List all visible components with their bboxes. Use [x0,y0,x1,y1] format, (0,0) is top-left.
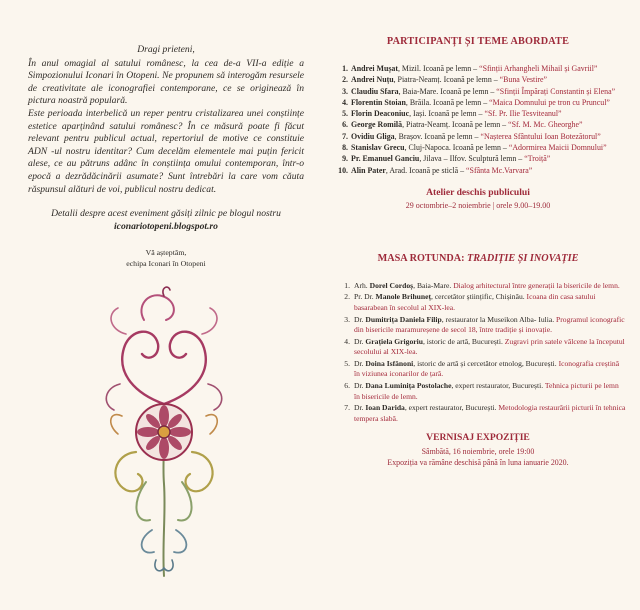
masa-list [330,281,626,425]
participant-item: 7. Ovidiu Gliga, Brașov. Icoană pe lemn – “Nașterea Sfântului Ioan Botezătorul” [342,131,601,141]
participant-item: 6. George Romilă, Piatra-Neamț. Icoană pe lemn – “Sf. M. Mc. Gheorghe” [342,120,583,130]
intro-text [28,44,304,196]
participant-item: 1. Andrei Mușat, Mizil. Icoană pe lemn – “Sfinții Arhangheli Mihail și Gavriil” [342,64,598,73]
participant-item: 9. Pr. Emanuel Ganciu, Jilava – Ilfov. Sculptură lemn – “Troiță” [342,154,551,164]
masa-item: 1. Arh. Dorel Cordoș, Baia-Mare. Dialog arhitectural între generații la bisericile de lemn. [344,280,620,290]
participant-item: 3. Claudiu Sfara, Baia-Mare. Icoană pe lemn – “Sfinții Împărați Constantin și Elena” [342,86,616,96]
masa-item: 3. Dr. Dumitrița Daniela Filip, restaurator la Museikon Alba- Iulia. Programul iconografic din bisericile maramureșene de secol 18, între tradiție și inovație. [344,314,625,335]
vernisaj-title: VERNISAJ EXPOZIȚIE [426,432,530,444]
sign-line-2: echipa Iconari în Otopeni [126,259,206,269]
participant-item: 2. Andrei Nuțu, Piatra-Neamț. Icoană pe lemn – “Buna Vestire” [342,75,548,85]
intro-paragraph-1: În anul omagial al satului românesc, la cea de-a VII-a ediție a Simpozionului Iconari în Otopeni. Ne propunem să interogăm resursele de creativitate ale iconografiei contemporane, ce se originează în pictura noastră populară. [28,57,304,107]
masa-item: 2. Pr. Dr. Manole Brihuneț, cercetător științific, Chișinău. Icoana din casa satului basarabean în secolul al XIX-lea. [344,292,596,312]
sign-line-1: Vă așteptăm, [145,248,187,258]
masa-item: 7. Dr. Ioan Darida, expert restaurator, București. Metodologia restaurării picturii în tehnica tempera slabă. [344,403,626,423]
masa-item: 4. Dr. Grațiela Grigoriu, istoric de artă, București. Zugravi prin satele vâlcene la începutul secolului al XIX-lea. [344,336,625,357]
atelier-title: Atelier deschis publicului [426,186,530,198]
participant-item: 10. Alin Pater, Arad. Icoană pe sticlă – “Sfânta Mc.Varvara” [338,165,533,175]
program-column [330,36,626,468]
atelier-block [330,187,626,210]
vernisaj-block [330,432,626,468]
masa-item: 6. Dr. Dana Luminița Postolache, expert restaurator, București. Tehnica picturii pe lemn în bisericile de lemn. [344,381,619,401]
floral-ornament-icon [96,284,232,580]
masa-title: MASA ROTUNDA: TRADIȚIE ȘI INOVAȚIE [377,252,579,264]
participant-item: 5. Florin Deaconiuc, Iași. Icoană pe lemn – “Sf. Pr. Ilie Tesviteanul” [342,109,562,119]
atelier-dates: 29 octombrie–2 noiembrie | orele 9.00–19.00 [405,200,551,210]
participants-title: PARTICIPANȚI ȘI TEME ABORDATE [386,36,570,47]
intro-paragraph-2: Este perioada interbelică un reper pentru cristalizarea unei conștiințe estetice aparținând satului românesc? În ce măsură poate fi făcut relevant pentru publicul actual, repertoriul de motive ce constituie ADN -ul nostru identitar? Cum decelăm elementele mai puțin fericit alese, ce au pătruns adânc în conștiința omului contemporan, într-o epocă a dezrădăcinării asumate? Sunt întrebări la care vom căuta răspunsul alături de voi, publicul nostru dedicat. [28,107,304,195]
details-block [28,208,304,233]
intro-column [28,44,304,269]
details-text: Detalii despre acest eveniment găsiți zilnic pe blogul nostru [51,208,281,220]
masa-item: 5. Dr. Doina Isfănoni, istoric de artă și cercetător etnolog, București. Iconografia creștină în viziunea iconarilor de țară. [344,359,620,379]
vernisaj-date: Sâmbătă, 16 noiembrie, orele 19:00 [421,447,535,457]
participants-list [330,64,626,176]
participant-item: 8. Stanislav Grecu, Cluj-Napoca. Icoană pe lemn – “Adormirea Maicii Domnului” [342,142,607,152]
blog-link[interactable]: iconariotopeni.blogspot.ro [114,220,218,232]
participant-item: 4. Florentin Stoian, Brăila. Icoană pe lemn – “Maica Domnului pe tron cu Pruncul” [342,97,610,107]
signature-block [28,247,304,269]
greeting: Dragi prieteni, [137,44,195,55]
vernisaj-note: Expoziția va rămâne deschisă până în luna ianuarie 2020. [387,458,569,468]
